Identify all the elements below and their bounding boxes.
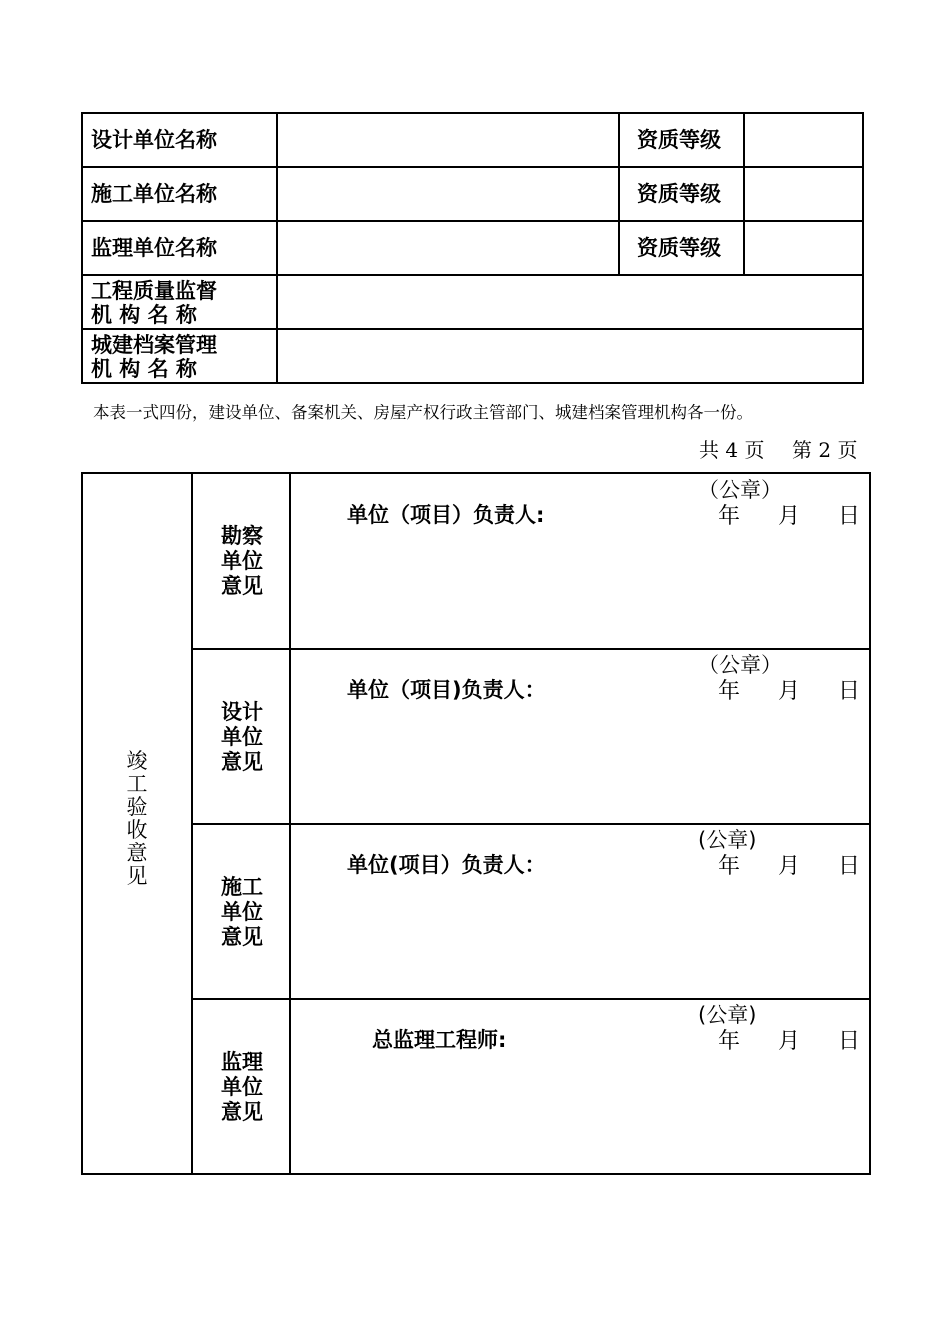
construction-date-day: 日	[838, 854, 861, 879]
top-table-col-divider	[618, 112, 620, 276]
supervision-date-day: 日	[838, 1029, 861, 1054]
supervision-qualification-value[interactable]	[747, 224, 860, 272]
design-qualification-value[interactable]	[747, 116, 860, 164]
acceptance-row-divider	[191, 823, 871, 825]
survey-stamp: （公章）	[698, 478, 782, 502]
archive-agency-value[interactable]	[280, 332, 860, 380]
supervision-qualification-label: 资质等级	[637, 236, 721, 260]
construction-date-year: 年	[718, 854, 741, 879]
supervision-date-month: 月	[778, 1029, 801, 1054]
page-total: 共 4 页	[699, 438, 765, 462]
construction-opinion-area[interactable]	[293, 880, 867, 996]
quality-supervision-agency-label-line2: 机 构 名 称	[91, 303, 197, 327]
top-table-row-divider	[81, 166, 864, 168]
top-table-row-divider	[81, 274, 864, 276]
copies-note: 本表一式四份，建设单位、备案机关、房屋产权行政主管部门、城建档案管理机构各一份。	[93, 403, 753, 422]
top-table-border-top	[81, 112, 864, 114]
supervision-unit-name-label: 监理单位名称	[91, 236, 217, 260]
design-unit-name-value[interactable]	[280, 116, 616, 164]
acceptance-section-title: 竣工验收意见	[126, 749, 148, 888]
survey-date-year: 年	[718, 504, 741, 529]
survey-opinion-area[interactable]	[293, 530, 867, 646]
acceptance-row-divider	[191, 998, 871, 1000]
supervision-date-year: 年	[718, 1029, 741, 1054]
design-unit-name-label: 设计单位名称	[91, 128, 217, 152]
top-table-border-bottom	[81, 382, 864, 384]
top-table-row-divider	[81, 328, 864, 330]
supervision-signer-label: 总监理工程师:	[372, 1028, 507, 1052]
supervision-unit-name-value[interactable]	[280, 224, 616, 272]
design-date-year: 年	[718, 679, 741, 704]
design-signer-label: 单位（项目)负责人：	[347, 678, 546, 702]
page-current: 第 2 页	[792, 438, 858, 462]
construction-qualification-label: 资质等级	[637, 182, 721, 206]
construction-signer-label: 单位(项目）负责人：	[347, 853, 546, 877]
top-table-row-divider	[81, 220, 864, 222]
survey-unit-opinion-label: 勘察单位意见	[221, 524, 263, 598]
top-table-col-divider	[276, 112, 278, 384]
top-table-border-left	[81, 112, 83, 384]
survey-signer-label: 单位（项目）负责人:	[347, 503, 545, 527]
construction-unit-name-label: 施工单位名称	[91, 182, 217, 206]
quality-supervision-agency-label-line1: 工程质量监督	[91, 279, 217, 303]
design-unit-opinion-label: 设计单位意见	[221, 700, 263, 774]
archive-agency-label-line2: 机 构 名 称	[91, 357, 197, 381]
supervision-stamp: (公章)	[698, 1003, 757, 1027]
design-stamp: （公章）	[698, 653, 782, 677]
top-table-border-right	[862, 112, 864, 384]
acceptance-table-border-bottom	[81, 1173, 871, 1175]
design-qualification-label: 资质等级	[637, 128, 721, 152]
construction-date-month: 月	[778, 854, 801, 879]
design-date-month: 月	[778, 679, 801, 704]
supervision-unit-opinion-label: 监理单位意见	[221, 1050, 263, 1124]
supervision-opinion-area[interactable]	[293, 1055, 867, 1171]
construction-unit-opinion-label: 施工单位意见	[221, 875, 263, 949]
quality-supervision-agency-value[interactable]	[280, 278, 860, 326]
construction-qualification-value[interactable]	[747, 170, 860, 218]
acceptance-table-border-left	[81, 472, 83, 1175]
archive-agency-label-line1: 城建档案管理	[91, 333, 217, 357]
construction-unit-name-value[interactable]	[280, 170, 616, 218]
top-table-col-divider	[743, 112, 745, 276]
survey-date-day: 日	[838, 504, 861, 529]
construction-stamp: (公章)	[698, 828, 757, 852]
design-opinion-area[interactable]	[293, 705, 867, 821]
design-date-day: 日	[838, 679, 861, 704]
survey-date-month: 月	[778, 504, 801, 529]
